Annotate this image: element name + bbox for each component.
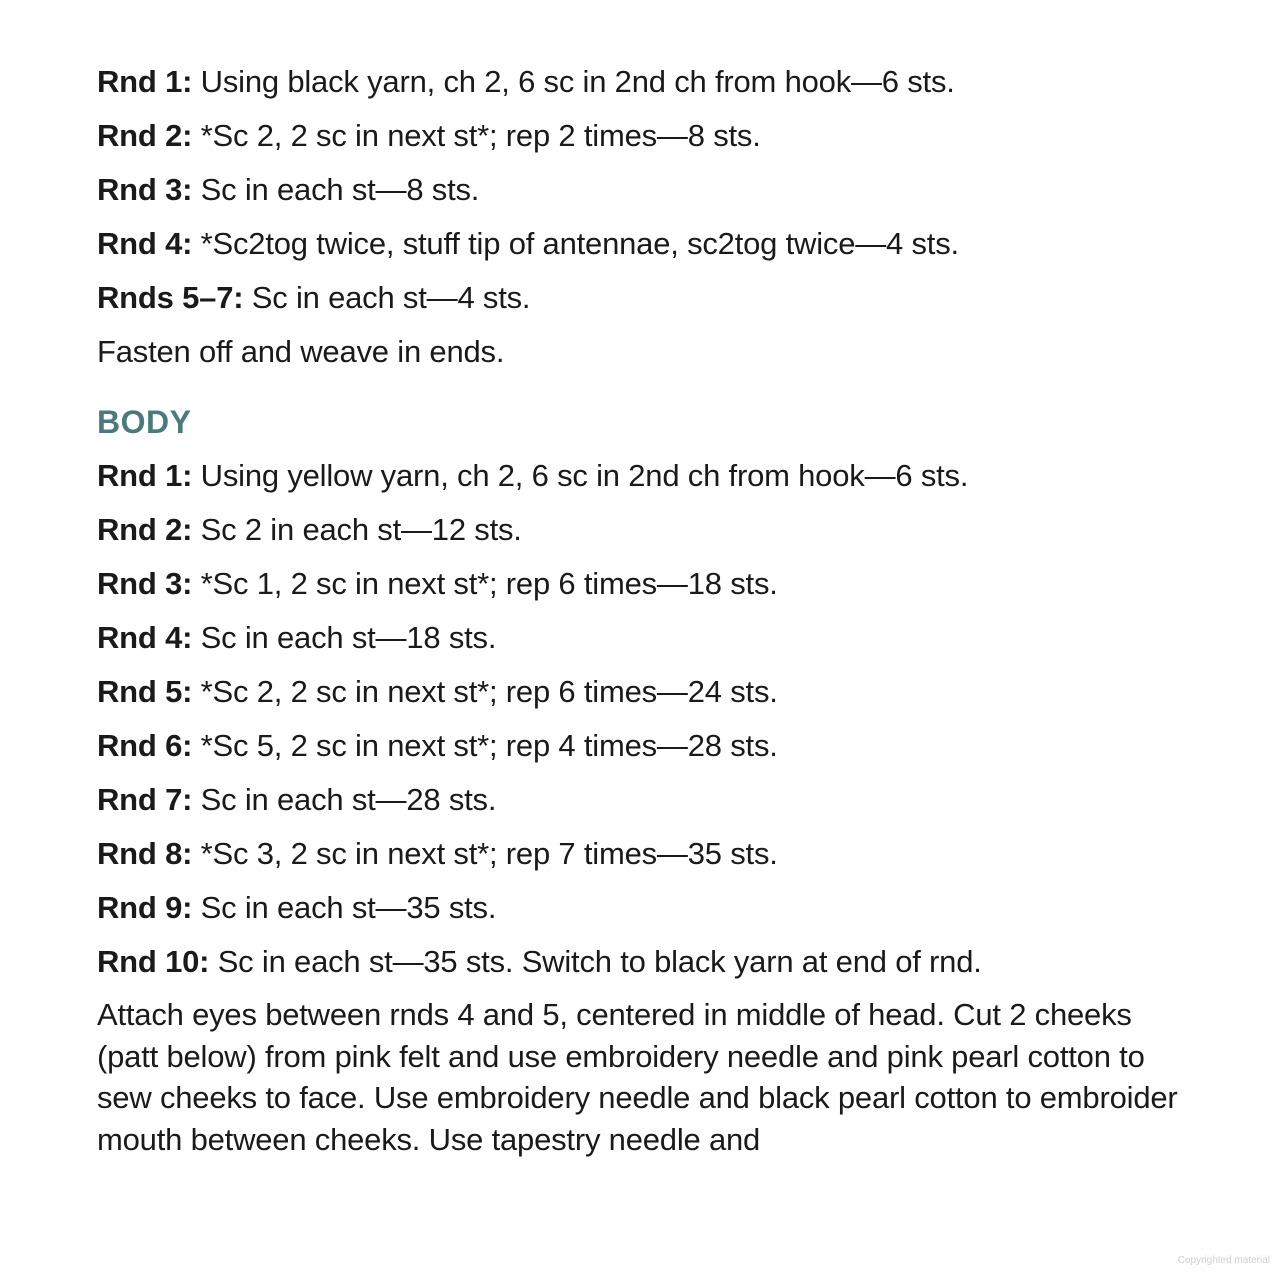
row-text: Sc in each st—28 sts. [192, 782, 497, 817]
pattern-row [97, 60, 1197, 104]
row-text: Using black yarn, ch 2, 6 sc in 2nd ch from hook—6 sts. [192, 64, 955, 99]
pattern-row [97, 724, 1197, 768]
pattern-row [97, 562, 1197, 606]
row-label: Rnd 2: [97, 118, 193, 153]
row-label: Rnd 4: [97, 226, 193, 261]
pattern-row [97, 616, 1197, 660]
row-label: Rnds 5–7: [97, 280, 244, 315]
row-text: *Sc 1, 2 sc in next st*; rep 6 times—18 sts. [192, 566, 778, 601]
pattern-row [97, 832, 1197, 876]
row-text: Sc in each st—8 sts. [192, 172, 480, 207]
pattern-row [97, 222, 1197, 266]
row-text: *Sc 2, 2 sc in next st*; rep 2 times—8 sts. [192, 118, 761, 153]
pattern-row [97, 168, 1197, 212]
pattern-row [97, 778, 1197, 822]
row-text: Sc in each st—35 sts. [192, 890, 497, 925]
row-text: Sc in each st—18 sts. [192, 620, 497, 655]
pattern-row [97, 670, 1197, 714]
row-label: Rnd 4: [97, 620, 193, 655]
row-text: *Sc 2, 2 sc in next st*; rep 6 times—24 sts. [192, 674, 778, 709]
pattern-row [97, 508, 1197, 552]
row-label: Rnd 5: [97, 674, 193, 709]
pattern-row [97, 886, 1197, 930]
row-text: Sc 2 in each st—12 sts. [192, 512, 522, 547]
section-heading-body: BODY [97, 404, 192, 440]
row-text: *Sc 5, 2 sc in next st*; rep 4 times—28 sts. [192, 728, 778, 763]
row-label: Rnd 10: [97, 944, 210, 979]
row-label: Rnd 1: [97, 458, 193, 493]
row-label: Rnd 6: [97, 728, 193, 763]
row-label: Rnd 2: [97, 512, 193, 547]
row-text: Sc in each st—35 sts. Switch to black yarn at end of rnd. [209, 944, 982, 979]
pattern-row [97, 940, 1197, 984]
row-text: *Sc 3, 2 sc in next st*; rep 7 times—35 sts. [192, 836, 778, 871]
pattern-page [97, 60, 1197, 1160]
pattern-row [97, 114, 1197, 158]
assembly-paragraph: Attach eyes between rnds 4 and 5, centered in middle of head. Cut 2 cheeks (patt below) from pink felt and use embroidery needle and pink pearl cotton to sew cheeks to face. Use embroidery needle and black pearl cotton to embroider mouth between cheeks. Use tapestry needle and [97, 997, 1178, 1157]
row-label: Rnd 3: [97, 566, 193, 601]
row-text: Sc in each st—4 sts. [243, 280, 531, 315]
pattern-row [97, 276, 1197, 320]
closing-instruction: Fasten off and weave in ends. [97, 334, 505, 369]
pattern-row [97, 454, 1197, 498]
row-text: *Sc2tog twice, stuff tip of antennae, sc2tog twice—4 sts. [192, 226, 959, 261]
row-label: Rnd 7: [97, 782, 193, 817]
row-label: Rnd 8: [97, 836, 193, 871]
row-label: Rnd 1: [97, 64, 193, 99]
row-label: Rnd 9: [97, 890, 193, 925]
row-label: Rnd 3: [97, 172, 193, 207]
copyright-notice: Copyrighted material [1177, 1255, 1270, 1266]
row-text: Using yellow yarn, ch 2, 6 sc in 2nd ch from hook—6 sts. [192, 458, 969, 493]
